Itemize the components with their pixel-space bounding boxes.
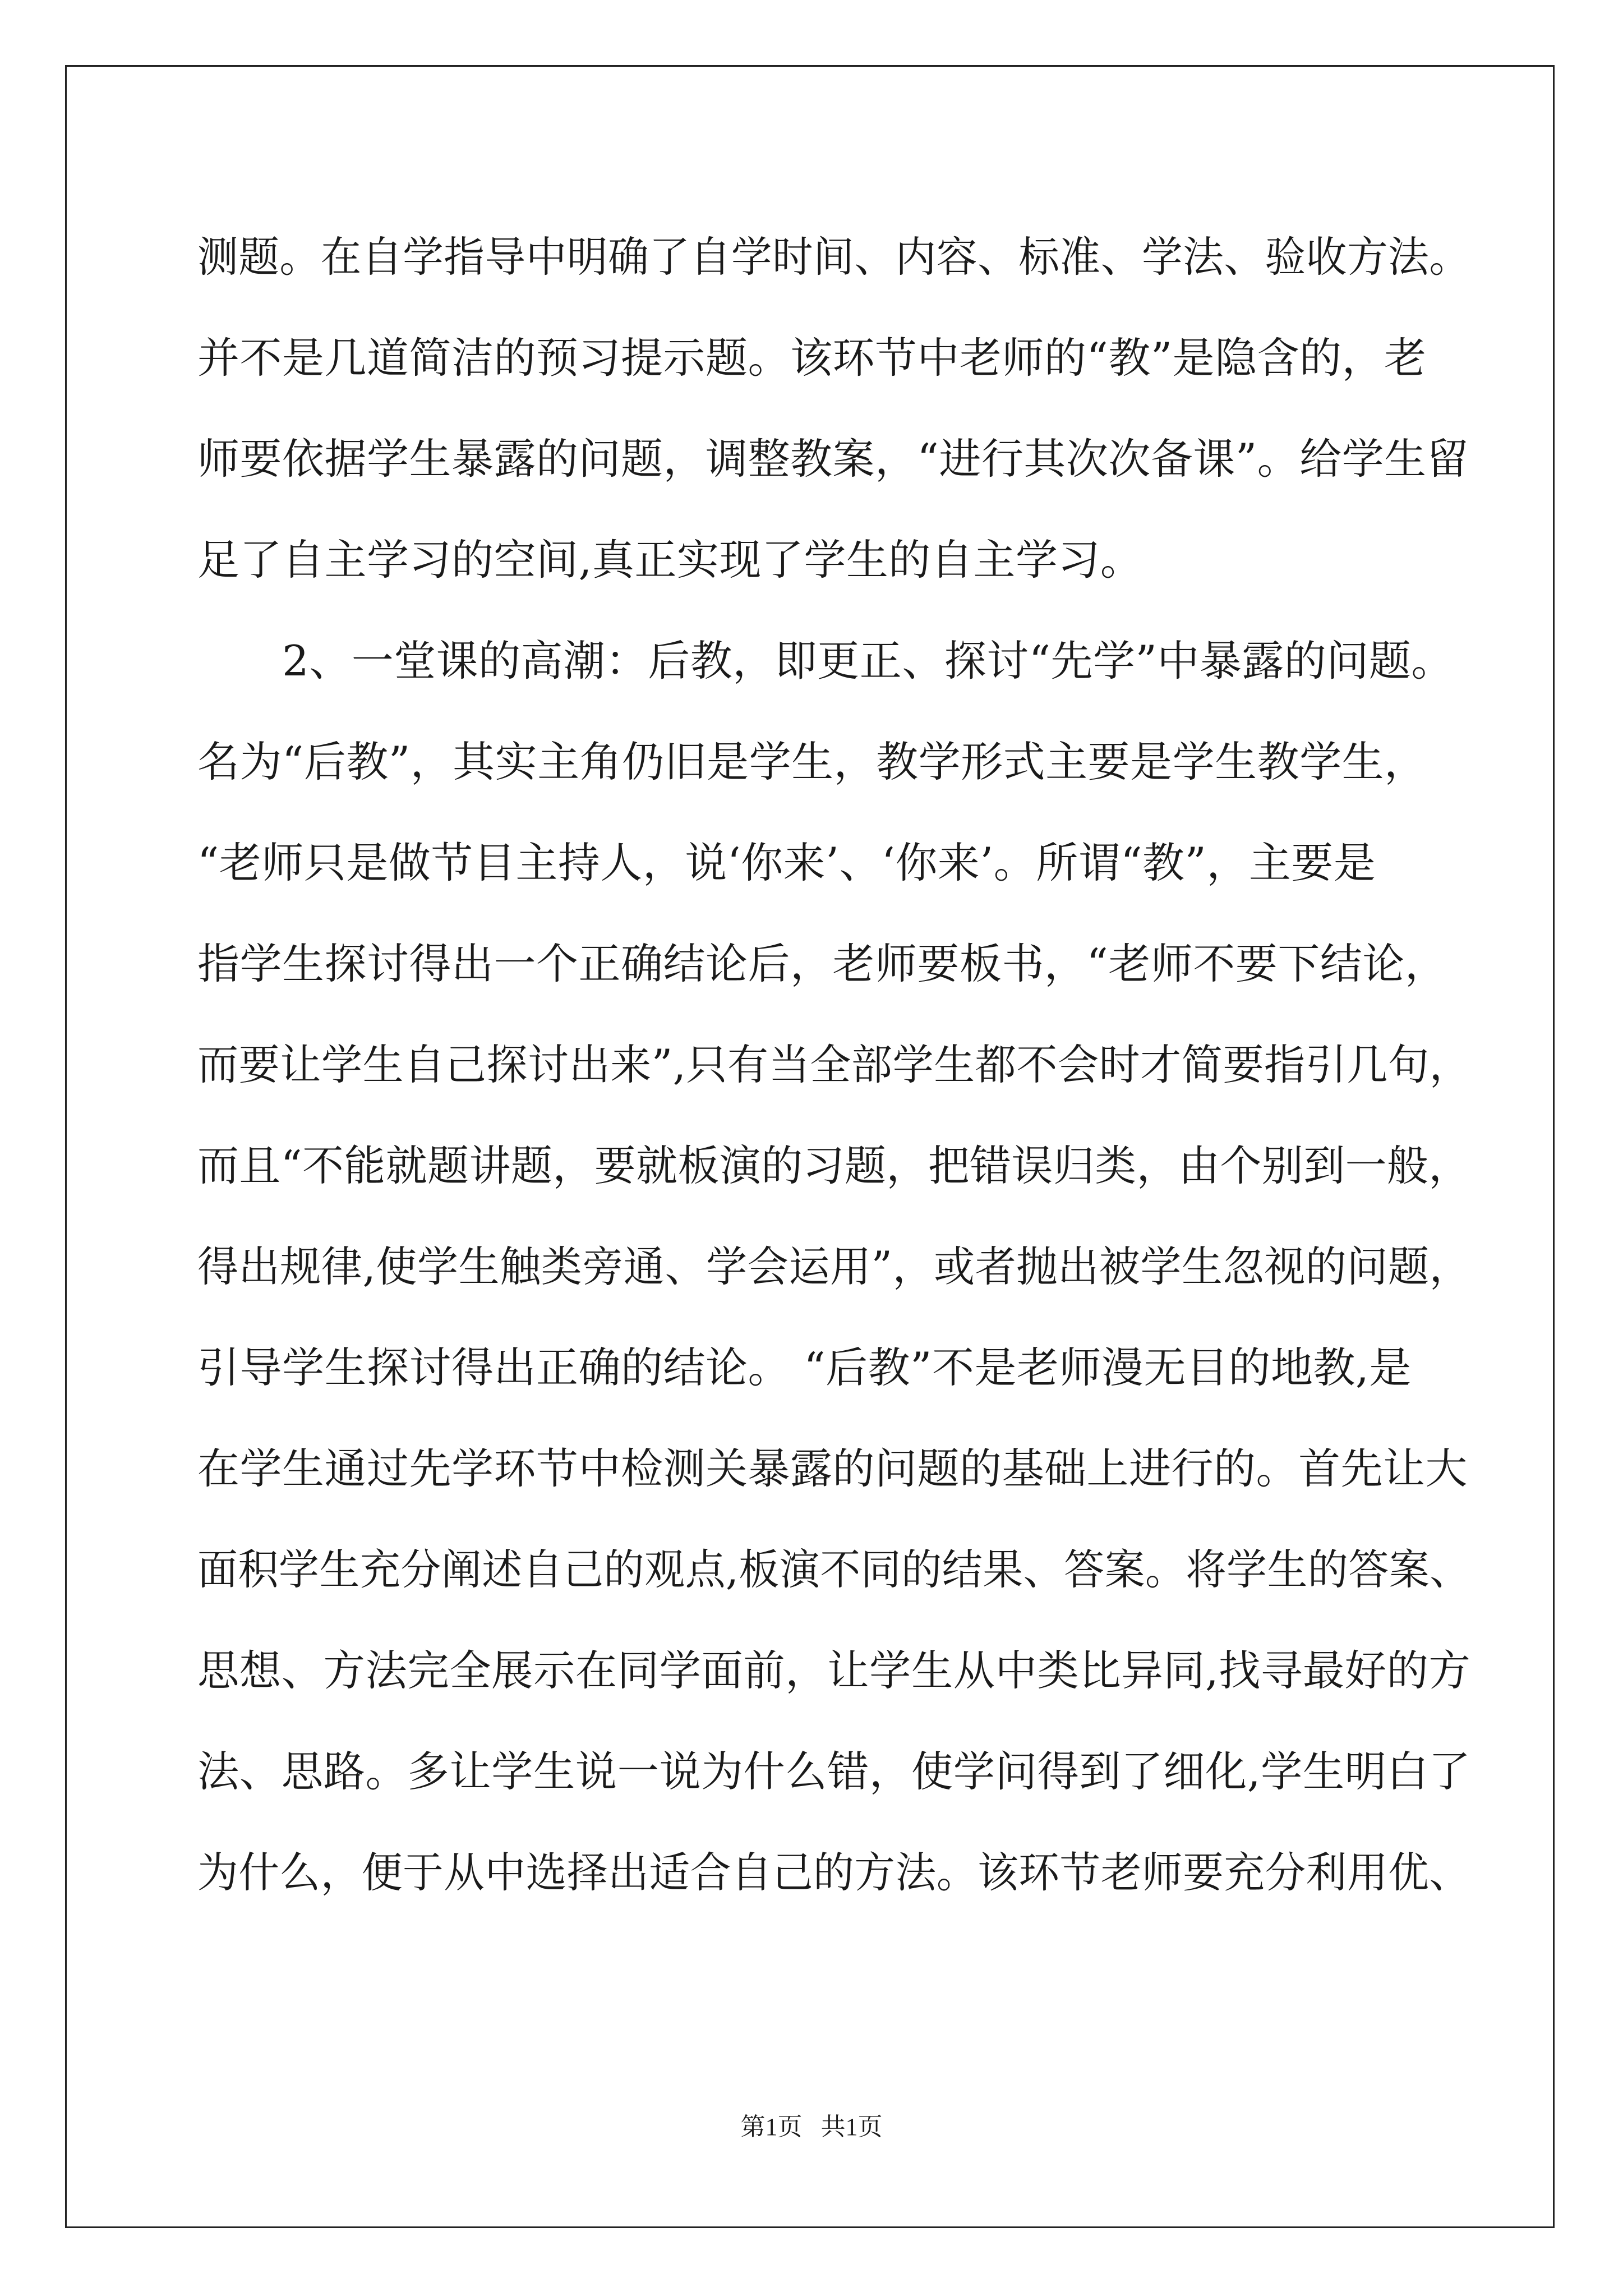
text-line: 而要让学生自己探讨出来”,只有当全部学生都不会时才简要指引几句， [197,1040,1471,1089]
text-line: 为什么，便于从中选择出适合自己的方法。该环节老师要充分利用优、 [197,1848,1470,1897]
text-line: 足了自主学习的空间,真正实现了学生的自主学习。 [197,535,1143,585]
text-line: 测题。在自学指导中明确了自学时间、内容、标准、学法、验收方法。 [197,232,1470,282]
text-line: 并不是几道简洁的预习提示题。该环节中老师的“教”是隐含的，老 [197,333,1427,383]
text-line: 思想、方法完全展示在同学面前，让学生从中类比异同,找寻最好的方 [197,1646,1471,1695]
text-line: 2、一堂课的高潮：后教，即更正、探讨“先学”中暴露的问题。 [197,636,1454,685]
text-line: 面积学生充分阐述自己的观点,板演不同的结果、答案。将学生的答案、 [197,1545,1470,1594]
text-line: 法、思路。多让学生说一说为什么错，使学问得到了细化,学生明白了 [197,1747,1471,1796]
page-footer: 第1页 共1页 [740,2113,883,2141]
text-line: 指学生探讨得出一个正确结论后，老师要板书，“老师不要下结论， [197,939,1447,988]
text-line: “老师只是做节目主持人，说‘你来’、‘你来’。所谓“教”，主要是 [197,838,1376,887]
text-line: 而且“不能就题讲题，要就板演的习题，把错误归类，由个别到一般， [197,1141,1470,1190]
text-line: 在学生通过先学环节中检测关暴露的问题的基础上进行的。首先让大 [197,1444,1468,1493]
text-line: 得出规律,使学生触类旁通、学会运用”，或者抛出被学生忽视的问题， [197,1242,1471,1291]
text-line: 名为“后教”，其实主角仍旧是学生，教学形式主要是学生教学生， [197,737,1427,786]
body-text [197,206,1470,1923]
text-line: 引导学生探讨得出正确的结论。 “后教”不是老师漫无目的地教,是 [197,1343,1412,1392]
text-line: 师要依据学生暴露的问题，调整教案，“进行其次次备课”。给学生留 [197,434,1469,484]
